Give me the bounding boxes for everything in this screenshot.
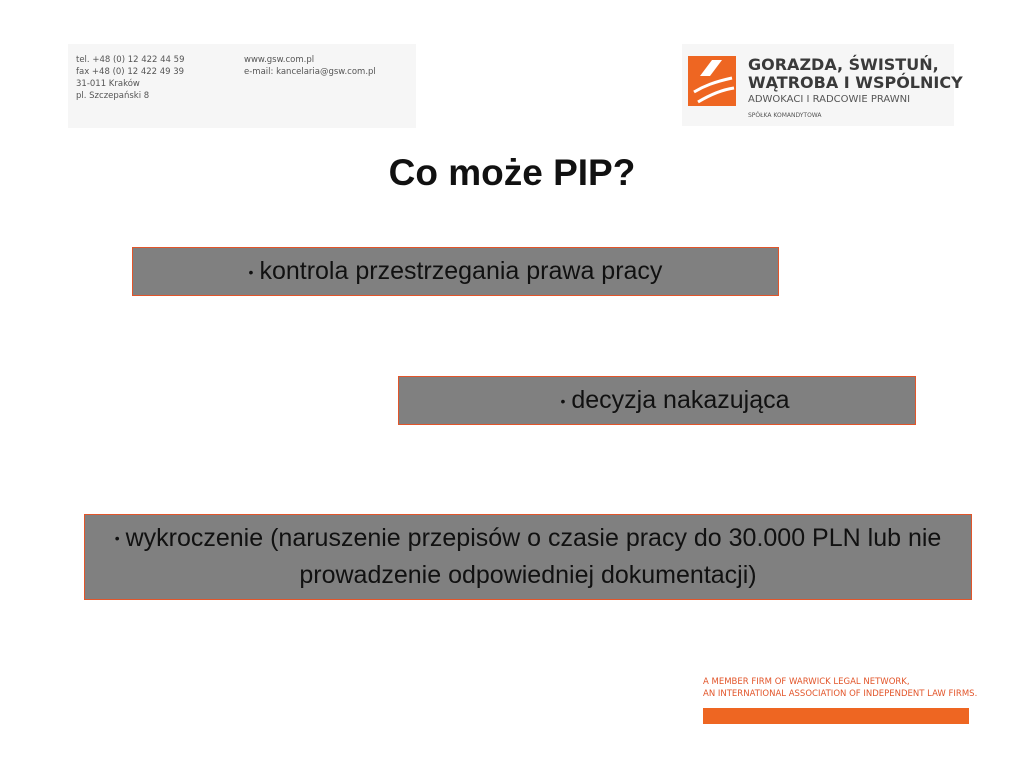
footer-line-1: A MEMBER FIRM OF WARWICK LEGAL NETWORK, [703, 677, 910, 687]
contact-block [68, 44, 416, 128]
item-box-3 [84, 514, 972, 600]
item-text-1: kontrola przestrzegania prawa pracy [259, 257, 663, 285]
item-text-2: decyzja nakazująca [571, 386, 790, 414]
item-box-2 [398, 376, 916, 425]
bullet-icon: • [248, 264, 254, 281]
item-text-3: wykroczenie (naruszenie przepisów o czasie pracy do 30.000 PLN lub nie prowadzenie odpowiedniej dokumentacji) [125, 523, 942, 590]
firm-subtitle: ADWOKACI I RADCOWIE PRAWNI [748, 94, 911, 105]
firm-name [748, 56, 963, 92]
footer-accent-bar [703, 708, 969, 724]
firm-logo [682, 44, 963, 126]
bullet-icon: • [114, 530, 120, 547]
contact-website: www.gsw.com.pl [244, 55, 315, 65]
firm-legal-form: SPÓŁKA KOMANDYTOWA [748, 112, 822, 119]
contact-web [244, 54, 376, 78]
contact-street: pl. Szczepański 8 [76, 91, 150, 101]
firm-name-line2: WĄTROBA I WSPÓLNICY [748, 73, 963, 92]
contact-address [76, 54, 185, 102]
firm-name-line1: GORAZDA, ŚWISTUŃ, [748, 55, 939, 74]
contact-city: 31-011 Kraków [76, 79, 140, 89]
footer-line-2: AN INTERNATIONAL ASSOCIATION OF INDEPENDENT LAW FIRMS. [703, 689, 978, 699]
contact-phone: tel. +48 (0) 12 422 44 59 [76, 55, 185, 65]
page-title: Co może PIP? [388, 152, 636, 193]
contact-fax: fax +48 (0) 12 422 49 39 [76, 67, 185, 77]
firm-logo-icon [688, 56, 736, 106]
item-box-1 [132, 247, 779, 296]
contact-email: e-mail: kancelaria@gsw.com.pl [244, 67, 376, 77]
network-footer [703, 676, 977, 700]
bullet-icon: • [560, 393, 566, 410]
